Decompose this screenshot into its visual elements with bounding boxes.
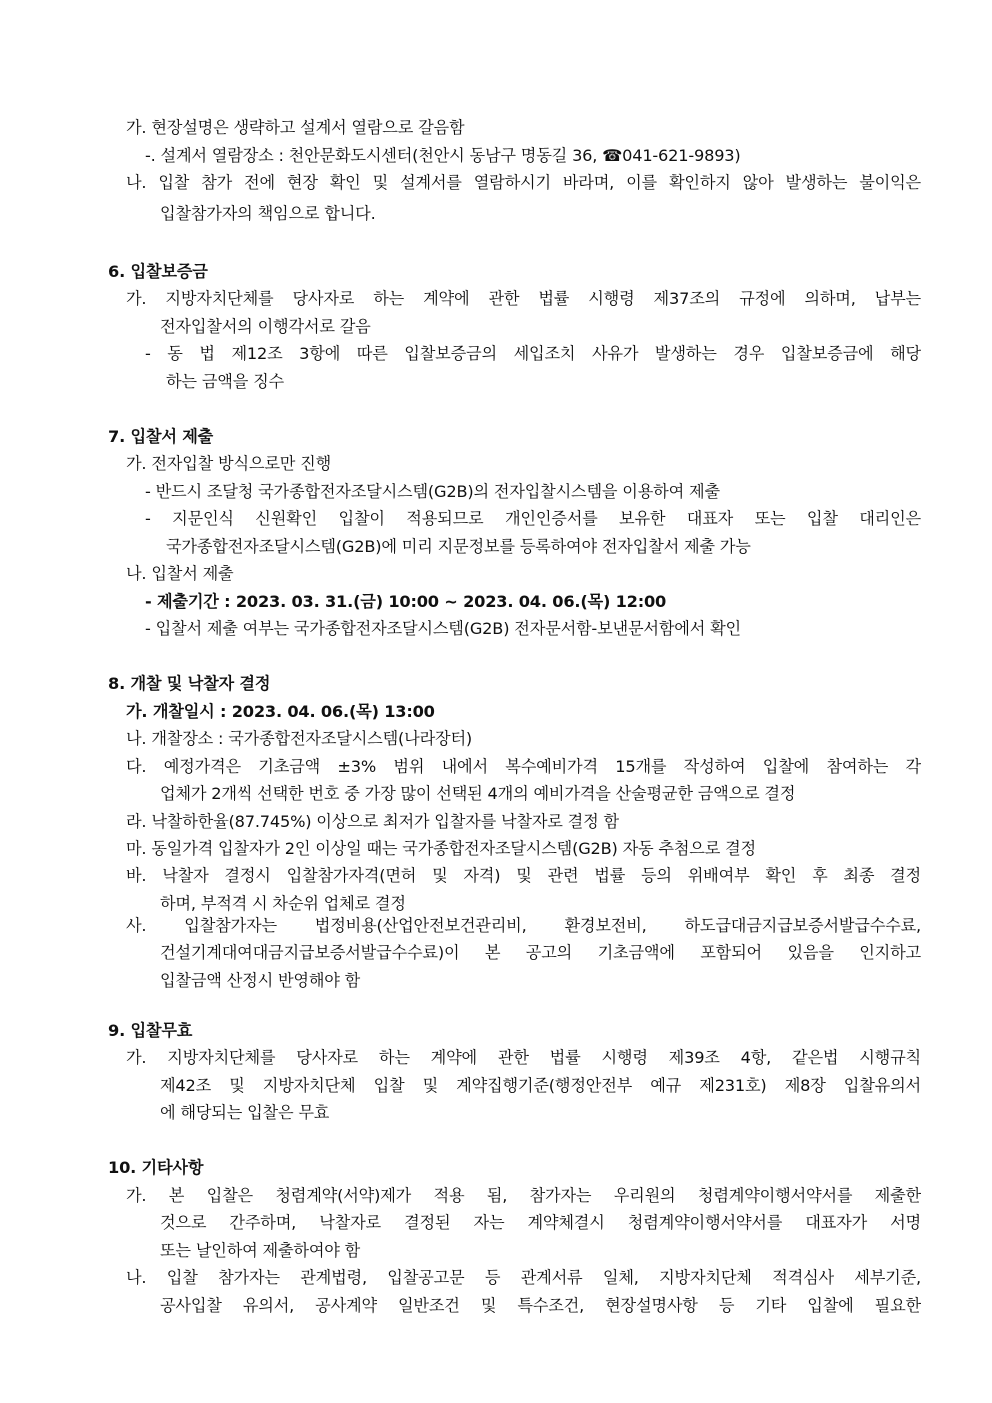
text-line: 또는 날인하여 제출하여야 함 [160, 1241, 361, 1260]
text-line: 라. 낙찰하한율(87.745%) 이상으로 최저가 입찰자를 낙찰자로 결정 함 [126, 812, 619, 831]
section-heading: 6. 입찰보증금 [108, 262, 208, 281]
text-line: 마. 동일가격 입찰자가 2인 이상일 때는 국가종합전자조달시스템(G2B) 자동 추첨으로 결정 [126, 839, 756, 858]
section-heading: 7. 입찰서 제출 [108, 427, 214, 446]
text-line: 국가종합전자조달시스템(G2B)에 미리 지문정보를 등록하여야 전자입찰서 제출 가능 [166, 537, 751, 556]
text-line: 바. 낙찰자 결정시 입찰참가자격(면허 및 자격) 및 관련 법률 등의 위배여부 확인 후 최종 결정 [126, 866, 921, 885]
text-line: - 지문인식 신원확인 입찰이 적용되므로 개인인증서를 보유한 대표자 또는 입찰 대리인은 [145, 509, 921, 528]
text-line: - 동 법 제12조 3항에 따른 입찰보증금의 세입조치 사유가 발생하는 경우 입찰보증금에 해당 [145, 344, 921, 363]
section-heading: 8. 개찰 및 낙찰자 결정 [108, 674, 271, 693]
text-line: 입찰참가자의 책임으로 합니다. [160, 204, 376, 223]
text-line: 다. 예정가격은 기초금액 ±3% 범위 내에서 복수예비가격 15개를 작성하여 입찰에 참여하는 각 [126, 757, 921, 776]
text-line: 가. 지방자치단체를 당사자로 하는 계약에 관한 법률 시행령 제39조 4항, 같은법 시행규칙 [126, 1048, 921, 1067]
text-line: 가. 지방자치단체를 당사자로 하는 계약에 관한 법률 시행령 제37조의 규정에 의하며, 납부는 [126, 289, 921, 308]
text-line: 나. 입찰 참가자는 관계법령, 입찰공고문 등 관계서류 일체, 지방자치단체 적격심사 세부기준, [126, 1268, 921, 1287]
text-line: 에 해당되는 입찰은 무효 [160, 1103, 330, 1122]
text-line: 전자입찰서의 이행각서로 갈음 [160, 317, 371, 336]
text-line: 나. 입찰 참가 전에 현장 확인 및 설계서를 열람하시기 바라며, 이를 확인하지 않아 발생하는 불이익은 [126, 173, 921, 192]
text-line: 나. 입찰서 제출 [126, 564, 234, 583]
text-line: 하는 금액을 징수 [166, 372, 284, 391]
text-line: 나. 개찰장소 : 국가종합전자조달시스템(나라장터) [126, 729, 473, 748]
section-heading: 10. 기타사항 [108, 1158, 204, 1177]
text-line: - 반드시 조달청 국가종합전자조달시스템(G2B)의 전자입찰시스템을 이용하여 제출 [145, 482, 720, 501]
text-line: 입찰금액 산정시 반영해야 함 [160, 971, 361, 990]
text-line: 업체가 2개씩 선택한 번호 중 가장 많이 선택된 4개의 예비가격을 산술평균한 금액으로 결정 [160, 784, 796, 803]
text-line: 제42조 및 지방자치단체 입찰 및 계약집행기준(행정안전부 예규 제231호) 제8장 입찰유의서 [160, 1076, 921, 1095]
text-line: 가. 본 입찰은 청렴계약(서약)제가 적용 됨, 참가자는 우리원의 청렴계약이행서약서를 제출한 [126, 1186, 921, 1205]
text-line: 건설기계대여대금지급보증서발급수수료)이 본 공고의 기초금액에 포함되어 있음을 인지하고 [160, 943, 921, 962]
text-line: 사. 입찰참가자는 법정비용(산업안전보건관리비, 환경보전비, 하도급대금지급보증서발급수수료, [126, 916, 921, 935]
text-line: - 입찰서 제출 여부는 국가종합전자조달시스템(G2B) 전자문서함-보낸문서함에서 확인 [145, 619, 741, 638]
text-line: -. 설계서 열람장소 : 천안문화도시센터(천안시 동남구 명동길 36, ☎041-621-9893) [145, 146, 741, 165]
text-line: 가. 전자입찰 방식으로만 진행 [126, 454, 332, 473]
text-line: 하며, 부적격 시 차순위 업체로 결정 [160, 894, 406, 913]
text-line: - 제출기간 : 2023. 03. 31.(금) 10:00 ~ 2023. 04. 06.(목) 12:00 [145, 592, 667, 611]
text-line: 것으로 간주하며, 낙찰자로 결정된 자는 계약체결시 청렴계약이행서약서를 대표자가 서명 [160, 1213, 921, 1232]
section-heading: 9. 입찰무효 [108, 1021, 193, 1040]
text-line: 공사입찰 유의서, 공사계약 일반조건 및 특수조건, 현장설명사항 등 기타 입찰에 필요한 [160, 1296, 921, 1315]
text-line: 가. 현장설명은 생략하고 설계서 열람으로 갈음함 [126, 118, 465, 137]
text-line: 가. 개찰일시 : 2023. 04. 06.(목) 13:00 [126, 702, 435, 721]
